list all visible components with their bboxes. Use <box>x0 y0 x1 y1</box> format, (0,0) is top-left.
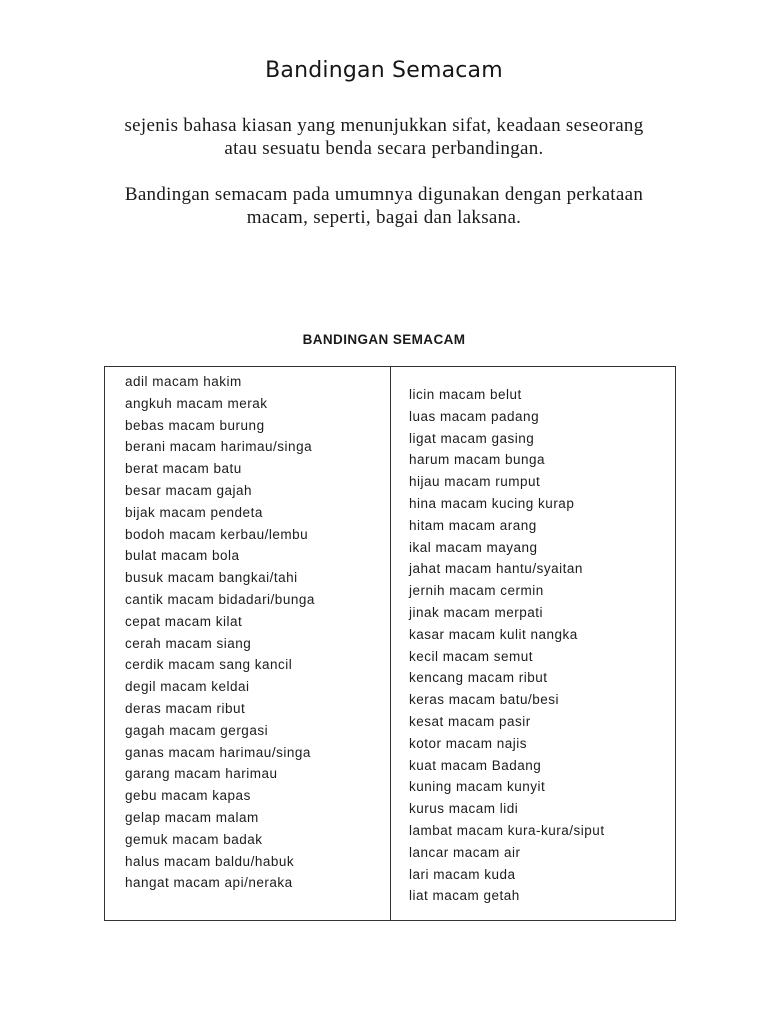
list-item: busuk macam bangkai/tahi <box>125 570 298 586</box>
list-item: ligat macam gasing <box>409 430 535 446</box>
list-item: gebu macam kapas <box>125 788 251 804</box>
list-item: garang macam harimau <box>125 766 278 782</box>
list-item: kencang macam ribut <box>409 670 548 686</box>
list-item: bodoh macam kerbau/lembu <box>125 526 309 542</box>
list-item: hijau macam rumput <box>409 474 541 490</box>
list-item: gemuk macam badak <box>125 831 263 847</box>
list-item: cerdik macam sang kancil <box>125 657 293 673</box>
page-title: Bandingan Semacam <box>265 58 503 83</box>
table-title: BANDINGAN SEMACAM <box>302 332 466 347</box>
list-item: ganas macam harimau/singa <box>125 744 311 760</box>
list-item: kesat macam pasir <box>409 713 531 729</box>
list-item: hitam macam arang <box>409 517 537 533</box>
list-item: licin macam belut <box>409 387 522 402</box>
list-item: hina macam kucing kurap <box>409 495 575 511</box>
list-item: ikal macam mayang <box>409 539 538 555</box>
left-column-list <box>125 371 315 894</box>
list-item: harum macam bunga <box>409 452 546 468</box>
list-item: bulat macam bola <box>125 548 240 564</box>
list-item: gagah macam gergasi <box>125 722 269 738</box>
list-item: hangat macam api/neraka <box>125 875 293 891</box>
list-item: lancar macam air <box>409 844 521 860</box>
list-item: jernih macam cermin <box>409 583 544 599</box>
list-item: angkuh macam merak <box>125 395 268 411</box>
list-item: cantik macam bidadari/bunga <box>125 591 315 607</box>
list-item: berani macam harimau/singa <box>125 439 313 455</box>
list-item: gelap macam malam <box>125 809 259 825</box>
list-item: deras macam ribut <box>125 700 246 716</box>
right-column-list <box>409 384 605 907</box>
list-item: adil macam hakim <box>125 374 242 389</box>
list-item: kuning macam kunyit <box>409 779 546 795</box>
list-item: jahat macam hantu/syaitan <box>409 561 583 577</box>
list-item: kasar macam kulit nangka <box>409 626 578 642</box>
list-item: lambat macam kura-kura/siput <box>409 822 605 838</box>
list-item: kuat macam Badang <box>409 757 542 773</box>
list-item: cerah macam siang <box>125 635 252 651</box>
list-item: lari macam kuda <box>409 866 516 882</box>
list-item: liat macam getah <box>409 888 520 904</box>
list-item: jinak macam merpati <box>409 604 544 620</box>
list-item: bijak macam pendeta <box>125 504 263 520</box>
list-item: keras macam batu/besi <box>409 692 560 708</box>
list-item: halus macam baldu/habuk <box>125 853 295 869</box>
list-item: cepat macam kilat <box>125 613 243 629</box>
definition-paragraph: sejenis bahasa kiasan yang menunjukkan sifat, keadaan seseorang atau sesuatu benda secara perbandingan. <box>124 115 644 159</box>
list-item: berat macam batu <box>125 461 242 477</box>
usage-paragraph: Bandingan semacam pada umumnya digunakan dengan perkataan macam, seperti, bagai dan laksana. <box>124 184 644 228</box>
list-item: kecil macam semut <box>409 648 534 664</box>
list-item: kurus macam lidi <box>409 801 519 817</box>
list-item: luas macam padang <box>409 408 540 424</box>
list-item: bebas macam burung <box>125 417 265 433</box>
column-divider <box>390 366 391 921</box>
list-item: kotor macam najis <box>409 735 528 751</box>
list-item: degil macam keldai <box>125 679 250 695</box>
list-item: besar macam gajah <box>125 482 253 498</box>
